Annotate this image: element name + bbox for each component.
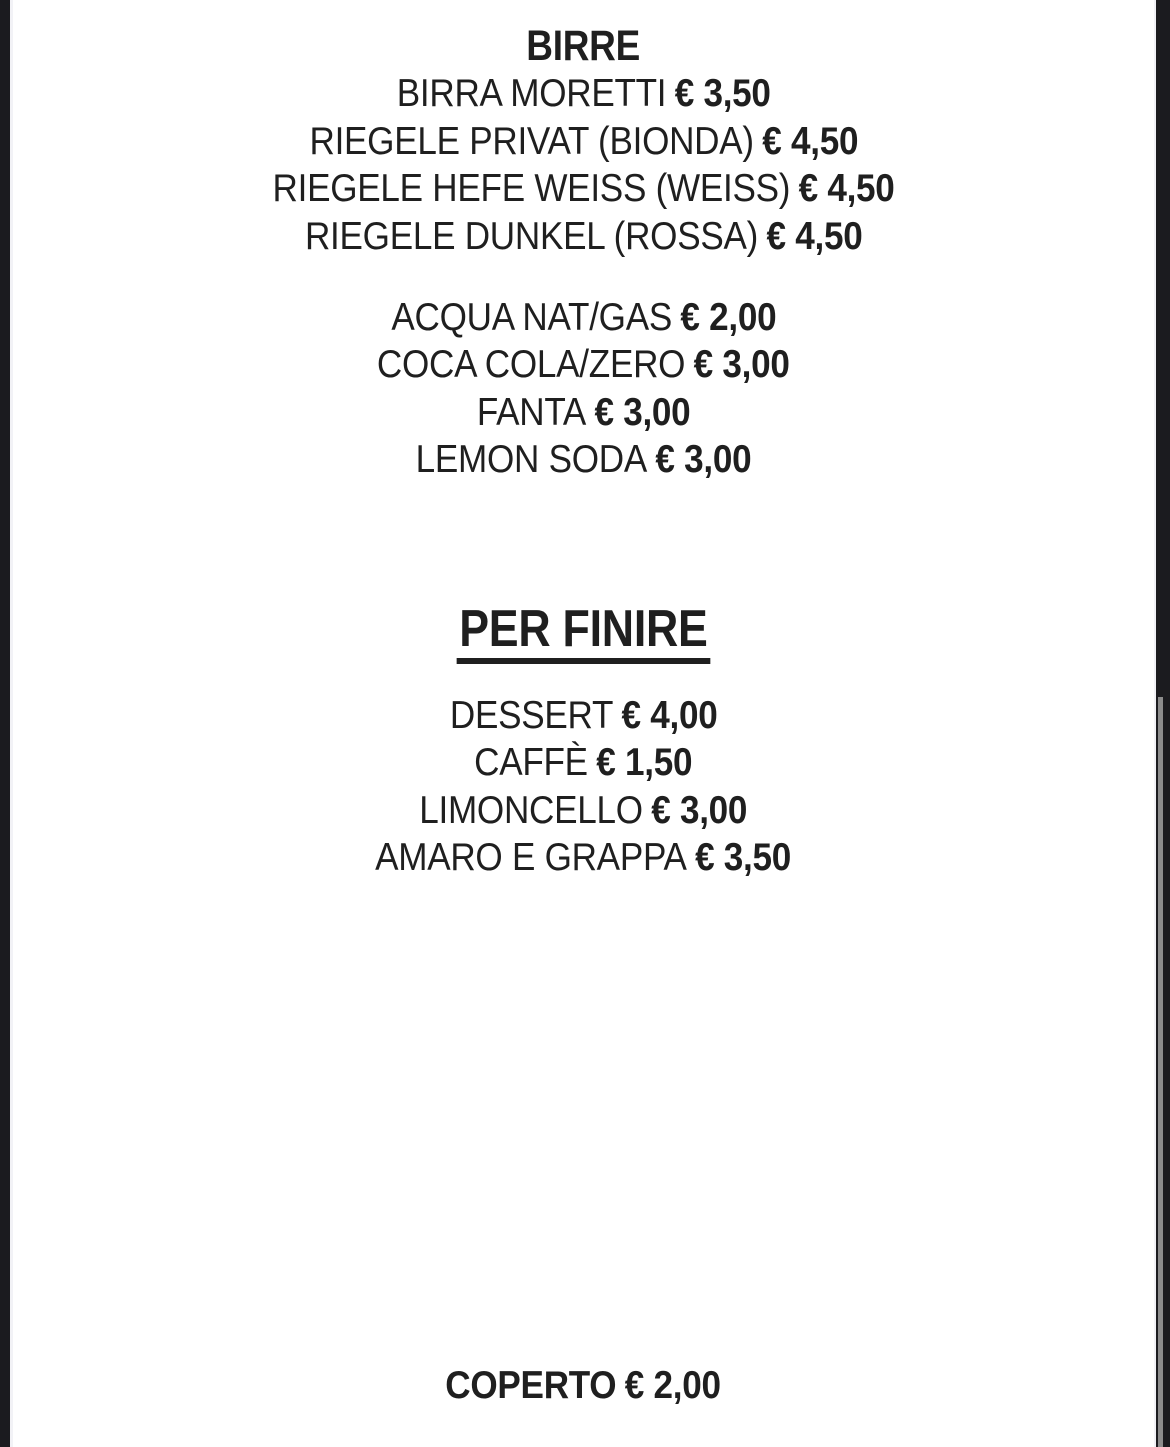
item-name: DESSERT — [449, 694, 613, 737]
menu-item — [13, 389, 1154, 436]
right-page-edge — [1154, 0, 1156, 1447]
section-title-desserts: PER FINIRE — [13, 600, 1154, 664]
menu-item — [13, 165, 1154, 212]
item-name: COCA COLA/ZERO — [377, 343, 686, 387]
item-price: € 4,50 — [798, 167, 895, 211]
menu-item — [13, 1362, 1154, 1409]
section-title-beers: BIRRE — [526, 22, 641, 70]
item-name: RIEGELE PRIVAT (BIONDA) — [309, 119, 754, 163]
item-name: LEMON SODA — [415, 438, 647, 482]
menu-item — [13, 213, 1154, 260]
item-price: € 2,00 — [625, 1364, 722, 1407]
item-name: RIEGELE DUNKEL (ROSSA) — [304, 214, 758, 258]
section-desserts — [13, 692, 1154, 882]
section-soft-drinks — [13, 294, 1154, 484]
item-name: ACQUA NAT/GAS — [390, 296, 672, 339]
menu-item — [13, 739, 1154, 786]
item-price: € 2,00 — [680, 296, 777, 339]
menu-item — [13, 118, 1154, 165]
item-name: FANTA — [476, 390, 586, 434]
menu-item — [13, 692, 1154, 739]
section-desserts-heading — [13, 600, 1154, 664]
item-price: € 3,50 — [695, 836, 792, 880]
scrollbar-thumb[interactable] — [1158, 697, 1163, 1447]
cover-charge-line — [13, 1362, 1154, 1409]
item-price: € 3,50 — [674, 72, 771, 116]
item-name: CAFFÈ — [474, 741, 589, 785]
item-price: € 3,00 — [594, 390, 691, 434]
item-price: € 3,00 — [651, 788, 748, 832]
item-price: € 4,50 — [766, 214, 863, 258]
item-price: € 1,50 — [596, 741, 693, 785]
menu-item — [13, 294, 1154, 341]
item-name: LIMONCELLO — [419, 788, 644, 832]
item-price: € 4,00 — [621, 694, 718, 737]
item-name: COPERTO — [445, 1364, 617, 1407]
menu-item — [13, 834, 1154, 881]
item-price: € 4,50 — [761, 119, 858, 163]
menu-item — [13, 436, 1154, 483]
item-name: AMARO E GRAPPA — [375, 836, 688, 880]
item-name: BIRRA MORETTI — [396, 72, 667, 116]
item-price: € 3,00 — [655, 438, 752, 482]
menu-page — [13, 0, 1154, 1447]
menu-item — [13, 70, 1154, 117]
menu-item — [13, 787, 1154, 834]
menu-item — [13, 341, 1154, 388]
section-beers — [13, 23, 1154, 260]
item-name: RIEGELE HEFE WEISS (WEISS) — [272, 167, 791, 211]
left-letterbox-bar — [0, 0, 10, 1447]
item-price: € 3,00 — [693, 343, 790, 387]
